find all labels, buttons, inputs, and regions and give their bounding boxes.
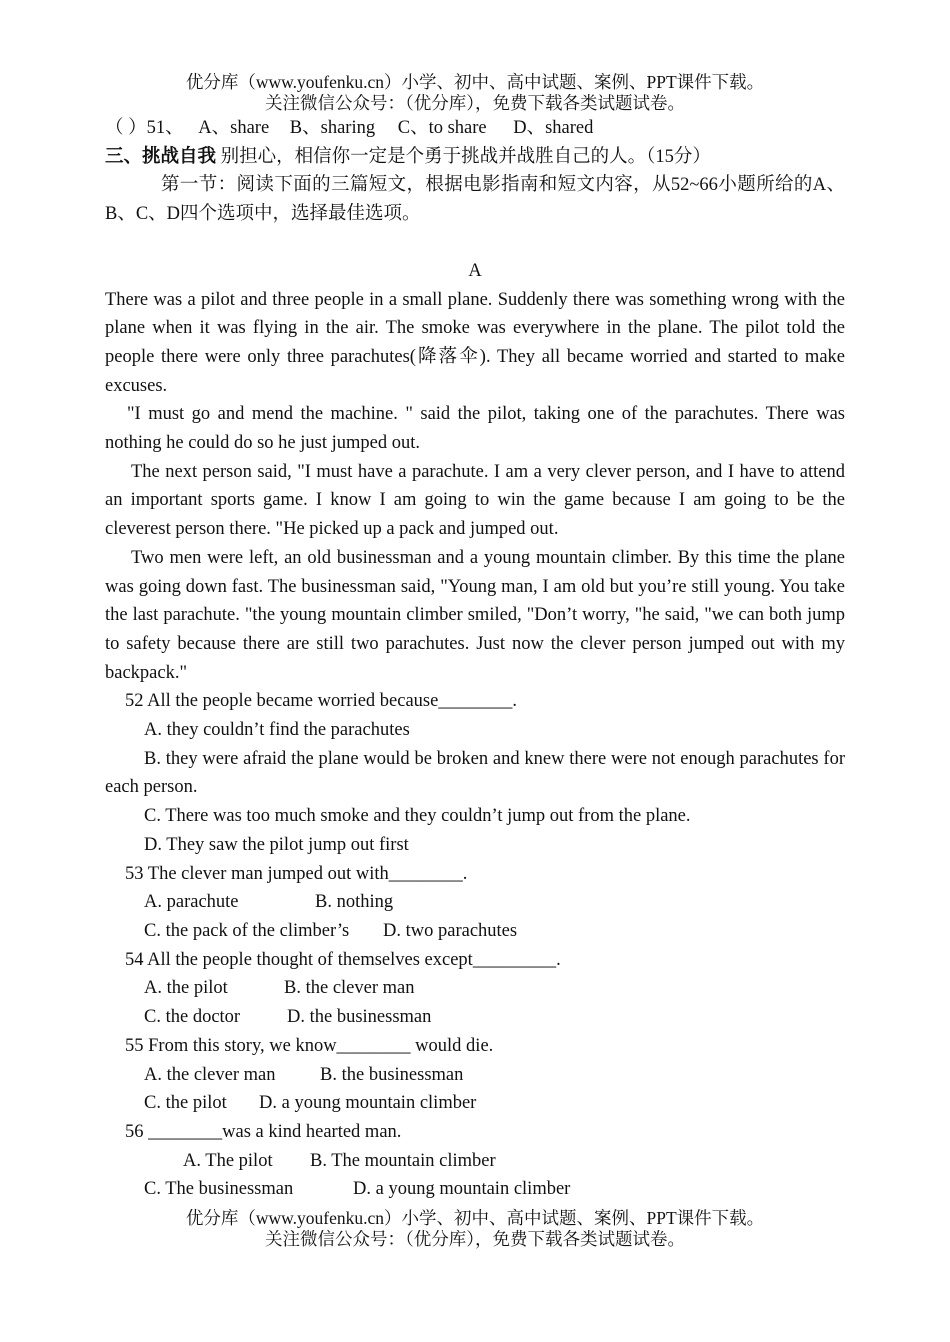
- question-55-option-b: B. the businessman: [320, 1064, 464, 1085]
- question-54-option-c: C. the doctor: [144, 1007, 241, 1028]
- question-52-option-d: D. They saw the pilot jump out first: [144, 834, 409, 855]
- passage-paragraph-3: The next person said, "I must have a parachute. I am a very clever person, and I have to attend an important sports game. I know I am going to win the game because I am going to be the cleverest person there. "He picked up a pack and jumped out.: [105, 461, 845, 540]
- question-53-option-b: B. nothing: [315, 892, 394, 913]
- question-53-row-1: [105, 888, 845, 917]
- passage-label: A: [468, 260, 482, 281]
- question-56-option-b: B. The mountain climber: [310, 1150, 496, 1171]
- q51-option-b: B、sharing: [289, 118, 376, 138]
- question-54-option-d: D. the businessman: [287, 1007, 432, 1028]
- question-55-row-2: [105, 1089, 845, 1118]
- question-56-option-c: C. The businessman: [144, 1179, 294, 1200]
- question-53-option-a: A. parachute: [144, 892, 239, 913]
- question-53-option-d: D. two parachutes: [383, 920, 518, 941]
- q51-option-c: C、to share: [397, 118, 487, 138]
- header-line-1: 优分库（www.youfenku.cn）小学、初中、高中试题、案例、PPT课件下载。: [185, 72, 765, 92]
- document-page: [105, 72, 845, 1204]
- question-52-option-c: C. There was too much smoke and they couldn’t jump out from the plane.: [144, 806, 691, 827]
- question-52-option-a: A. they couldn’t find the parachutes: [144, 720, 410, 741]
- q51-prefix: （ ）51、: [105, 118, 184, 138]
- question-56-row-1: [105, 1147, 845, 1176]
- footer-line-1: 优分库（www.youfenku.cn）小学、初中、高中试题、案例、PPT课件下载。: [185, 1208, 765, 1228]
- passage-paragraph-2: "I must go and mend the machine. " said the pilot, taking one of the parachutes. There was nothing he could do so he just jumped out.: [105, 404, 845, 454]
- q51-option-d: D、shared: [513, 118, 594, 138]
- question-56-stem: 56 ________was a kind hearted man.: [125, 1121, 402, 1142]
- question-52-option-b: B. they were afraid the plane would be broken and knew there were not enough parachutes for each person.: [105, 748, 845, 798]
- question-55-option-c: C. the pilot: [144, 1093, 227, 1114]
- question-55-option-d: D. a young mountain climber: [259, 1093, 477, 1114]
- footer-line-2: 关注微信公众号：（优分库），免费下载各类试题试卷。: [265, 1229, 685, 1249]
- section-3-title: 三、挑战自我: [105, 146, 217, 167]
- question-56-option-d: D. a young mountain climber: [353, 1179, 571, 1200]
- question-53-option-c: C. the pack of the climber’s: [144, 920, 350, 941]
- section-3-instruction: 第一节：阅读下面的三篇短文，根据电影指南和短文内容，从52~66小题所给的A、B、C、D四个选项中，选择最佳选项。: [105, 175, 845, 225]
- question-53-row-2: [105, 917, 845, 946]
- question-54-stem: 54 All the people thought of themselves except_________.: [125, 949, 561, 970]
- question-55-stem: 55 From this story, we know________ would die.: [125, 1035, 494, 1056]
- section-3-subtitle: 别担心，相信你一定是个勇于挑战并战胜自己的人。（15分）: [216, 146, 711, 167]
- question-56-option-a: A. The pilot: [183, 1150, 273, 1171]
- question-51: [105, 114, 845, 143]
- question-54-option-b: B. the clever man: [284, 978, 415, 999]
- question-54-row-2: [105, 1003, 845, 1032]
- question-54-row-1: [105, 974, 845, 1003]
- page-header: [105, 72, 845, 114]
- passage-paragraph-4: Two men were left, an old businessman and a young mountain climber. By this time the plane was going down fast. The businessman said, "Young man, I am old but you’re still young. You take the last parachute. "the young mountain climber smiled, "Don’t worry, "he said, "we can both jump to safety because there are still two parachutes. Just now the clever person jumped out with my backpack.": [105, 547, 845, 683]
- q51-option-a: A、share: [198, 118, 270, 138]
- section-3-heading: [105, 143, 845, 172]
- passage-paragraph-1: There was a pilot and three people in a small plane. Suddenly there was something wrong with the plane when it was flying in the air. The smoke was everywhere in the plane. The pilot told the people there were only three parachutes(降落伞). They all became worried and started to make excuses.: [105, 289, 845, 396]
- question-55-row-1: [105, 1061, 845, 1090]
- question-52-stem: 52 All the people became worried because________.: [125, 691, 517, 712]
- page-footer: [105, 1208, 845, 1250]
- header-line-2: 关注微信公众号：（优分库），免费下载各类试题试卷。: [265, 93, 685, 113]
- question-53-stem: 53 The clever man jumped out with________.: [125, 863, 468, 884]
- question-56-row-2: [105, 1175, 845, 1204]
- question-54-option-a: A. the pilot: [144, 978, 228, 999]
- question-55-option-a: A. the clever man: [144, 1064, 276, 1085]
